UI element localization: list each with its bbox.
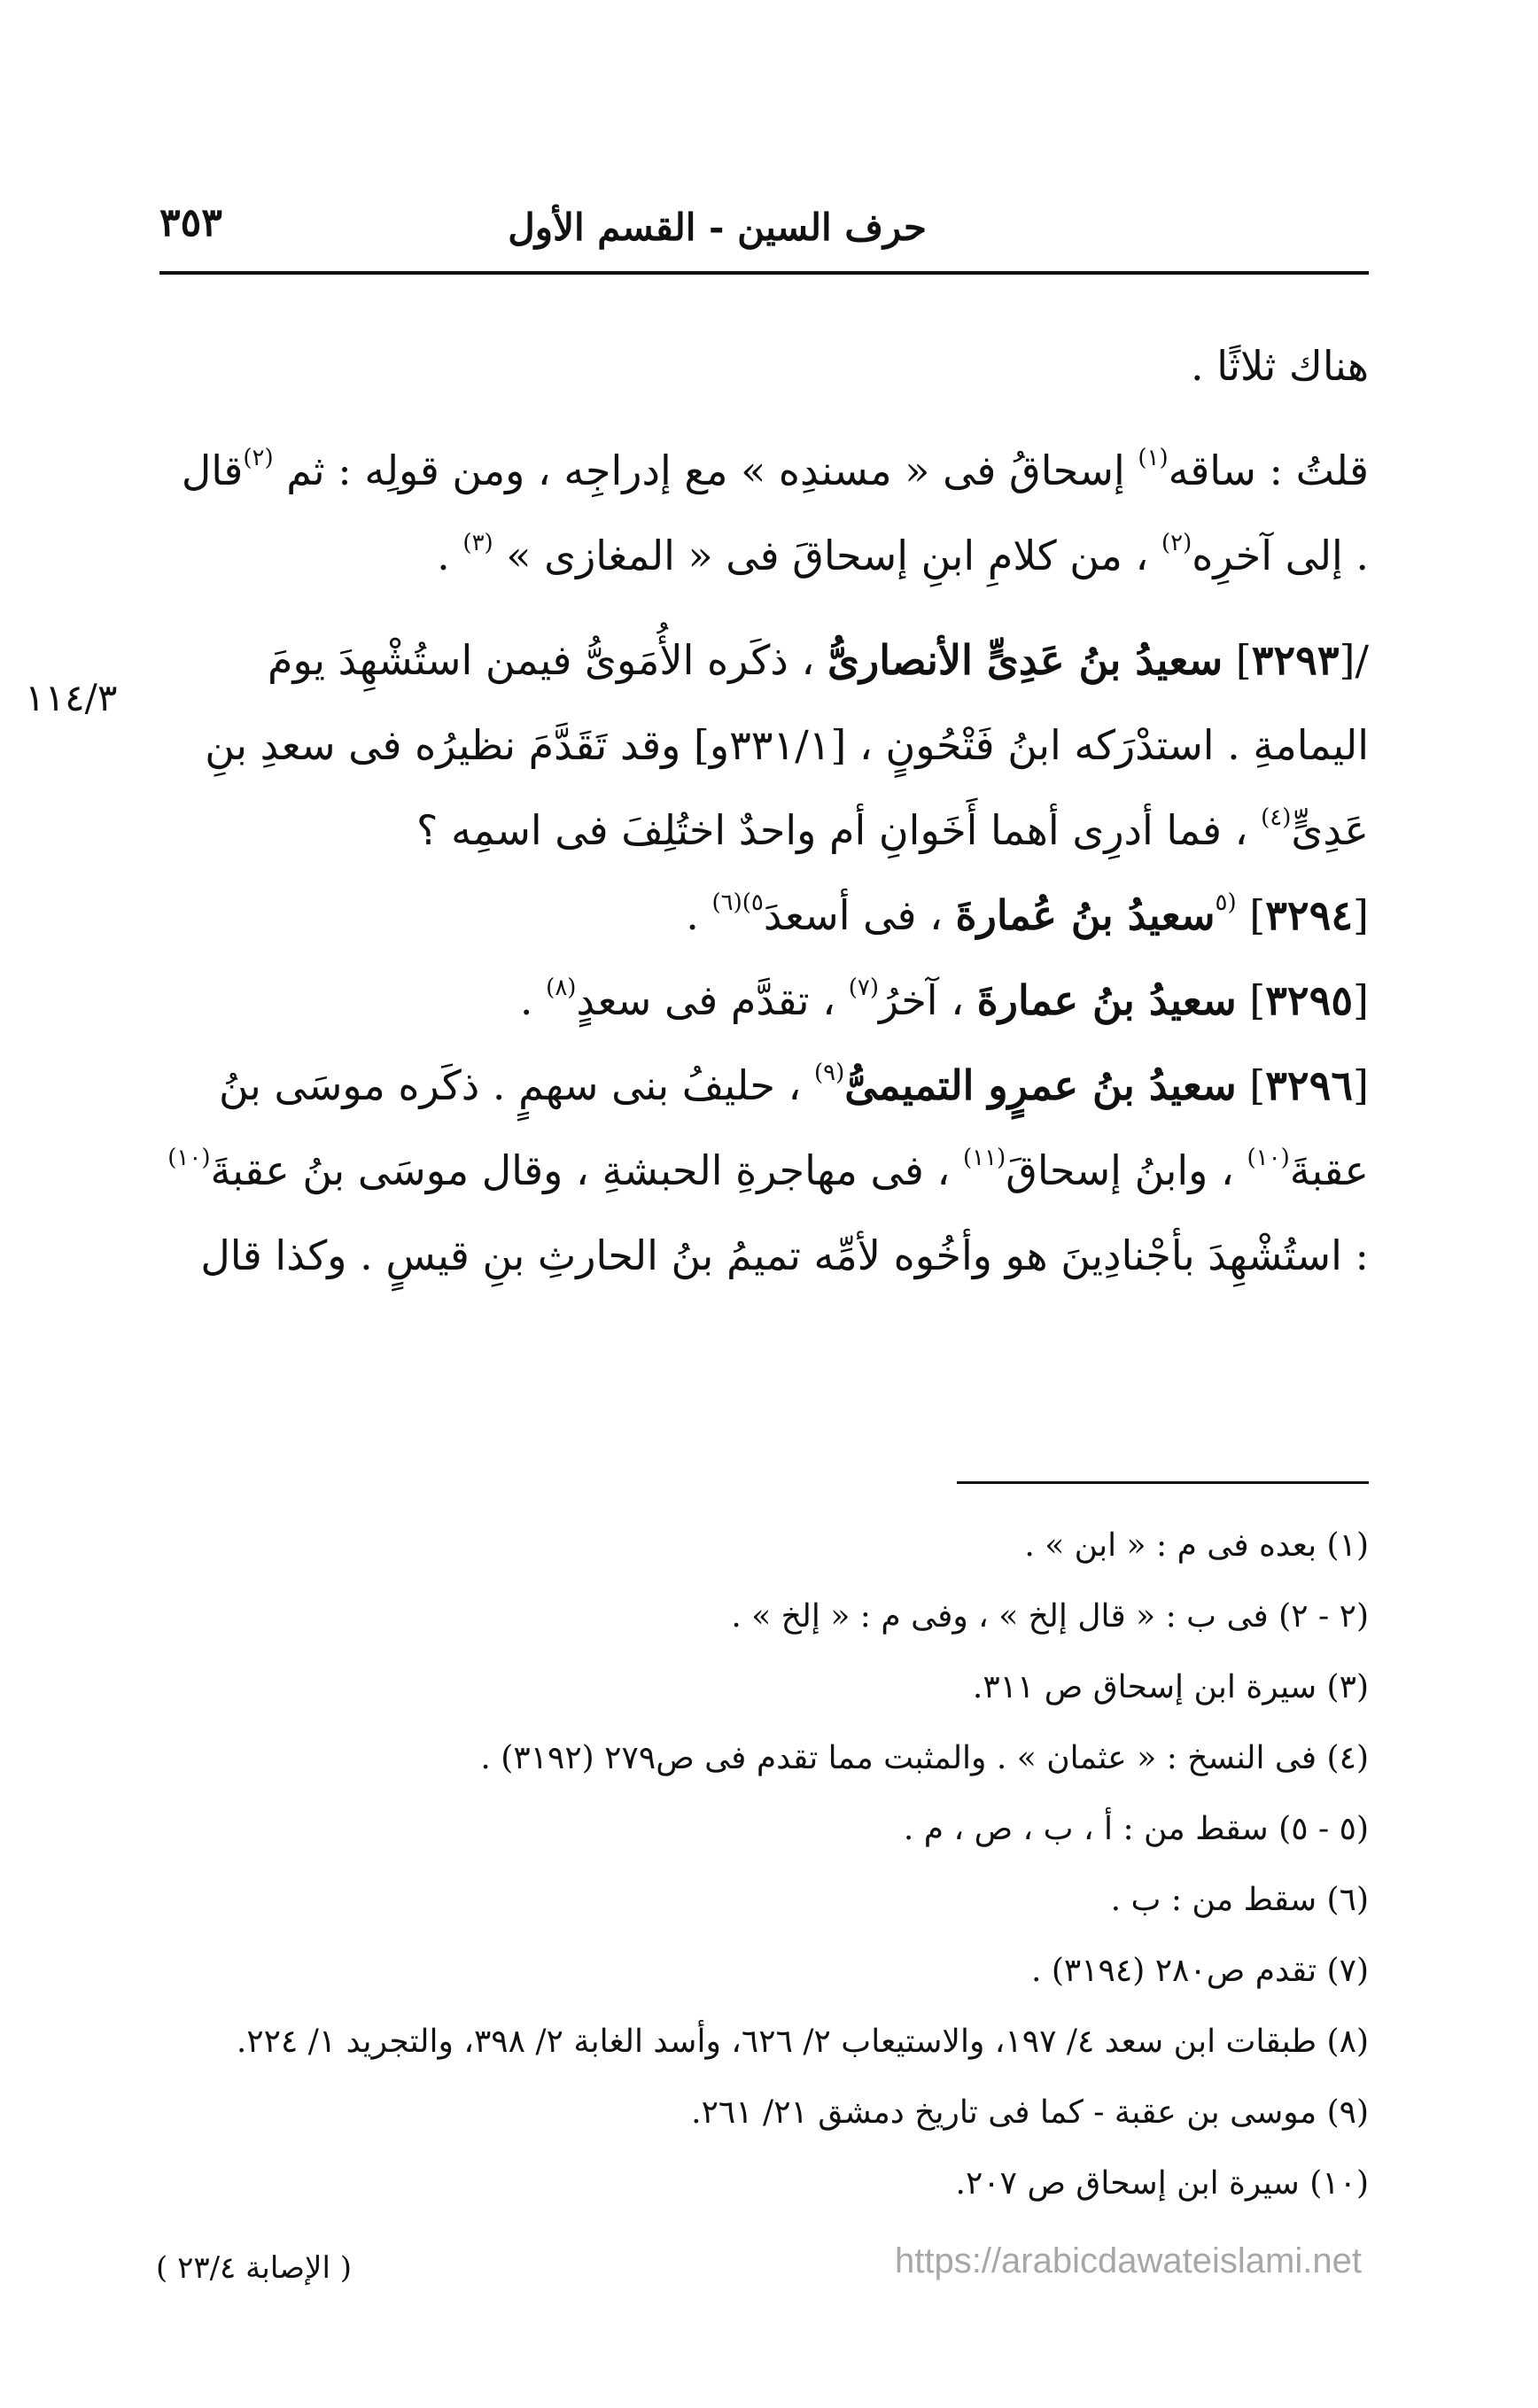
footnote-marker: (٩) [814, 1060, 845, 1086]
entry-bracket: ] [1236, 976, 1266, 1024]
entry-number: ٣٢٩٥ [1265, 976, 1354, 1024]
entry-name: سعيدُ بنُ عمارةَ [976, 976, 1237, 1024]
footnote-6: (٦) سقط من : ب . [1110, 1882, 1369, 1918]
footnote-marker: (٧) [848, 975, 879, 1001]
footnote-marker: (١١) [962, 1145, 1006, 1171]
footnote-5: (٥ - ٥) سقط من : أ ، ب ، ص ، م . [903, 1811, 1369, 1847]
text-run: إسحاقُ فى « مسندِه » مع إدراجِه ، ومن قولِه : ثم [273, 447, 1138, 494]
footnote-marker: (١٠) [167, 1145, 211, 1171]
text-run: ، فى مهاجرةِ الحبشةِ ، وقال موسَى بنُ عقبةَ [210, 1146, 963, 1194]
text-run: ، من كلامِ ابنِ إسحاقَ فى « المغازى » [493, 532, 1162, 579]
footnote-marker: (٨) [546, 975, 577, 1001]
page-header-title: حرف السين - القسم الأول [508, 206, 927, 249]
text-run: ، وابنُ إسحاقَ [1006, 1146, 1247, 1194]
text-run: ، آخرُ [878, 976, 977, 1024]
footnote-9: (٩) موسى بن عقبة - كما فى تاريخ دمشق ٢١/ ٢٦١. [691, 2094, 1369, 2131]
header-divider [159, 271, 1369, 275]
footnote-marker: (٥ [1215, 889, 1237, 916]
watermark-url: https://arabicdawateislami.net [895, 2241, 1362, 2280]
entry-bracket: [ [1353, 976, 1369, 1024]
footnote-8: (٨) طبقات ابن سعد ٤/ ١٩٧، والاستيعاب ٢/ ٦٢٦، وأسد الغابة ٢/ ٣٩٨، والتجريد ١/ ٢٢٤. [236, 2023, 1369, 2060]
footnote-marker: (١٠) [1247, 1145, 1290, 1171]
footnote-3: (٣) سيرة ابن إسحاق ص ٣١١. [972, 1669, 1369, 1705]
entry-name: سعيدُ بنُ عَدِىٍّ الأنصارىُّ [827, 636, 1223, 684]
entry-bracket: [ [1353, 1061, 1369, 1109]
text-run: قلتُ : ساقه [1168, 447, 1369, 494]
text-run: ، ذكَره الأُمَوىُّ فيمن استُشْهِدَ يومَ اليمامةِ . استدْرَكه ابنُ فَتْحُونٍ ، [٣٣١/١و] وقد تَقَدَّمَ نظيرُه فى سعدِ بنِ عَدِىٍّ [205, 636, 1369, 854]
entry-bracket: [ [1353, 891, 1369, 939]
text-run: ، تقدَّم فى سعدٍ [576, 976, 849, 1024]
entry-name: سعيدُ بنُ عمرٍو التميمىُّ [844, 1061, 1237, 1109]
text-run: . [519, 976, 547, 1024]
footnote-marker: (٤) [1261, 804, 1292, 831]
text-run: . [437, 532, 463, 579]
entry-number: ٣٢٩٤ [1265, 891, 1354, 939]
entry-bracket: ] [1223, 636, 1252, 684]
footnote-marker: ٥)(٦) [711, 889, 764, 916]
volume-signature: ( الإصابة ٢٣/٤ ) [156, 2250, 352, 2286]
main-text [159, 323, 1369, 1298]
entry-bracket: ] [1236, 891, 1266, 939]
text-run: قال . إلى آخرِه [181, 447, 1369, 579]
entry-3294 [159, 873, 1369, 958]
footnotes [159, 1511, 1369, 2219]
footnote-2: (٢ - ٢) فى ب : « قال إلخ » ، وفى م : « إلخ » . [731, 1598, 1369, 1635]
paragraph-note [159, 428, 1369, 598]
entry-name: سعيدُ بنُ عُمارةَ [955, 891, 1216, 939]
footnote-marker: (٢) [243, 445, 274, 471]
entry-number: ٣٢٩٦ [1265, 1061, 1354, 1109]
margin-reference: ١١٤/٣ [25, 676, 118, 719]
entry-number: ٣٢٩٣ [1251, 636, 1340, 684]
entry-3295 [159, 958, 1369, 1043]
text-run: ، فى أسعدَ [763, 891, 956, 939]
footnote-7: (٧) تقدم ص٢٨٠ (٣١٩٤) . [1030, 1953, 1369, 1989]
footnote-marker: (١) [1138, 445, 1169, 471]
page-number: ٣٥٣ [159, 200, 222, 245]
entry-bracket: ] [1236, 1061, 1266, 1109]
entry-3296 [159, 1043, 1369, 1298]
text-run: ، حليفُ بنى سهمٍ . ذكَره موسَى بنُ عقبةَ [219, 1061, 1369, 1194]
footnote-divider [957, 1481, 1369, 1484]
text-run: : استُشْهِدَ بأجْنادِينَ هو وأخُوه لأمِّه تميمُ بنُ الحارثِ بنِ قيسٍ . وكذا قال [200, 1231, 1369, 1279]
paragraph-continuation: هناك ثلاثًا . [1190, 342, 1369, 390]
entry-bracket: /[ [1339, 636, 1369, 684]
text-run: . [686, 891, 712, 939]
text-run: ، فما أدرِى أهما أَخَوانِ أم واحدٌ اختُلِفَ فى اسمِه ؟ [416, 806, 1262, 854]
entry-3293 [159, 618, 1369, 873]
footnote-marker: (٢) [1161, 530, 1192, 556]
footnote-4: (٤) فى النسخ : « عثمان » . والمثبت مما تقدم فى ص٢٧٩ (٣١٩٢) . [480, 1740, 1369, 1776]
footnote-1: (١) بعده فى م : « ابن » . [1024, 1527, 1369, 1564]
footnote-marker: (٣) [462, 530, 493, 556]
footnote-10: (١٠) سيرة ابن إسحاق ص ٢٠٧. [955, 2165, 1369, 2202]
